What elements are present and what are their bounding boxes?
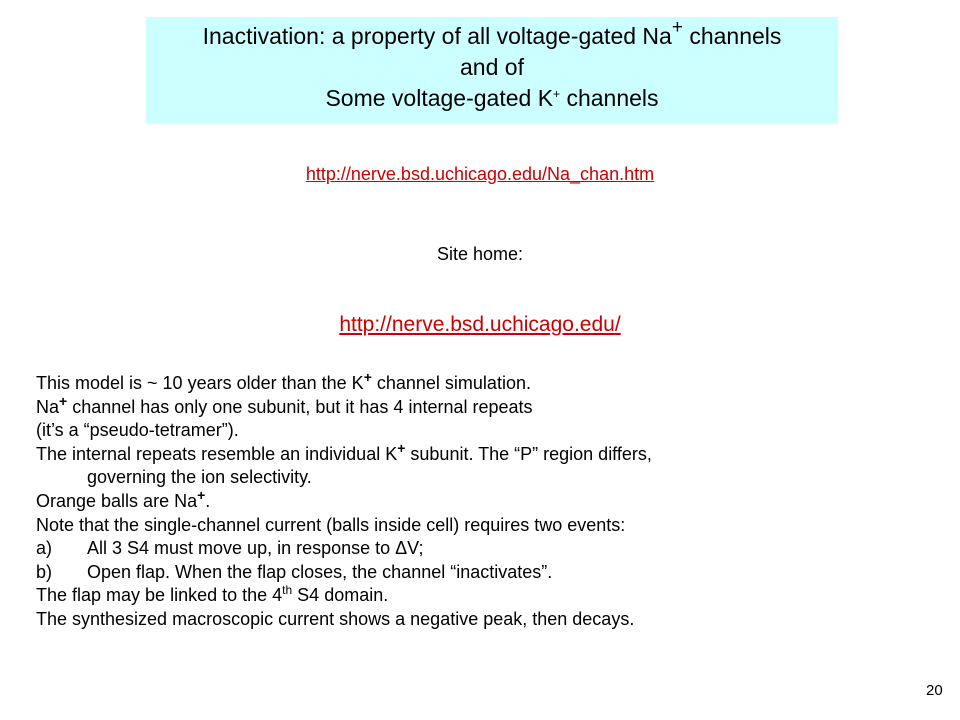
page-number: 20 (926, 682, 943, 699)
site-home-link-row (0, 313, 960, 337)
body-line-7: Note that the single-channel current (balls inside cell) requires two events: (36, 514, 626, 535)
body-line-1: This model is ~ 10 years older than the K+ channel simulation. (36, 369, 531, 393)
title-line-3 (146, 83, 838, 114)
na-channel-link[interactable]: http://nerve.bsd.uchicago.edu/Na_chan.htm (305, 164, 655, 184)
list-item-a-text: All 3 S4 must move up, in response to ΔV; (87, 538, 424, 559)
body-text (36, 369, 916, 632)
title-line-3-text: Some voltage-gated K (325, 85, 554, 111)
title-line-3-suffix: channels (560, 85, 659, 111)
na-channel-link-row (0, 164, 960, 185)
slide-title (146, 17, 838, 124)
site-home-link[interactable]: http://nerve.bsd.uchicago.edu/ (339, 313, 621, 336)
list-item-b-text: Open flap. When the flap closes, the channel “inactivates”. (87, 561, 553, 582)
body-line-10: The flap may be linked to the 4th S4 domain. (36, 583, 389, 606)
title-superscript-plus: + (671, 17, 683, 39)
body-line-6: Orange balls are Na+. (36, 486, 211, 511)
body-line-2: Na+ channel has only one subunit, but it has 4 internal repeats (36, 392, 533, 417)
body-line-4: The internal repeats resemble an individual K+ subunit. The “P” region differs, (36, 439, 652, 464)
list-item-a (36, 537, 916, 561)
body-line-11: The synthesized macroscopic current shows a negative peak, then decays. (36, 608, 635, 629)
title-line-1-text: Inactivation: a property of all voltage-gated Na (202, 23, 672, 49)
body-line-3: (it’s a “pseudo-tetramer”). (36, 420, 239, 441)
list-item-b (36, 561, 916, 585)
site-home-label: Site home: (436, 244, 524, 264)
title-k-superscript: + (553, 87, 561, 102)
body-line-5: governing the ion selectivity. (87, 467, 312, 488)
title-line-1 (146, 17, 838, 52)
list-marker-a: a) (36, 538, 53, 559)
title-line-1-suffix: channels (682, 23, 782, 49)
title-line-2: and of (460, 54, 524, 80)
list-marker-b: b) (36, 561, 53, 582)
